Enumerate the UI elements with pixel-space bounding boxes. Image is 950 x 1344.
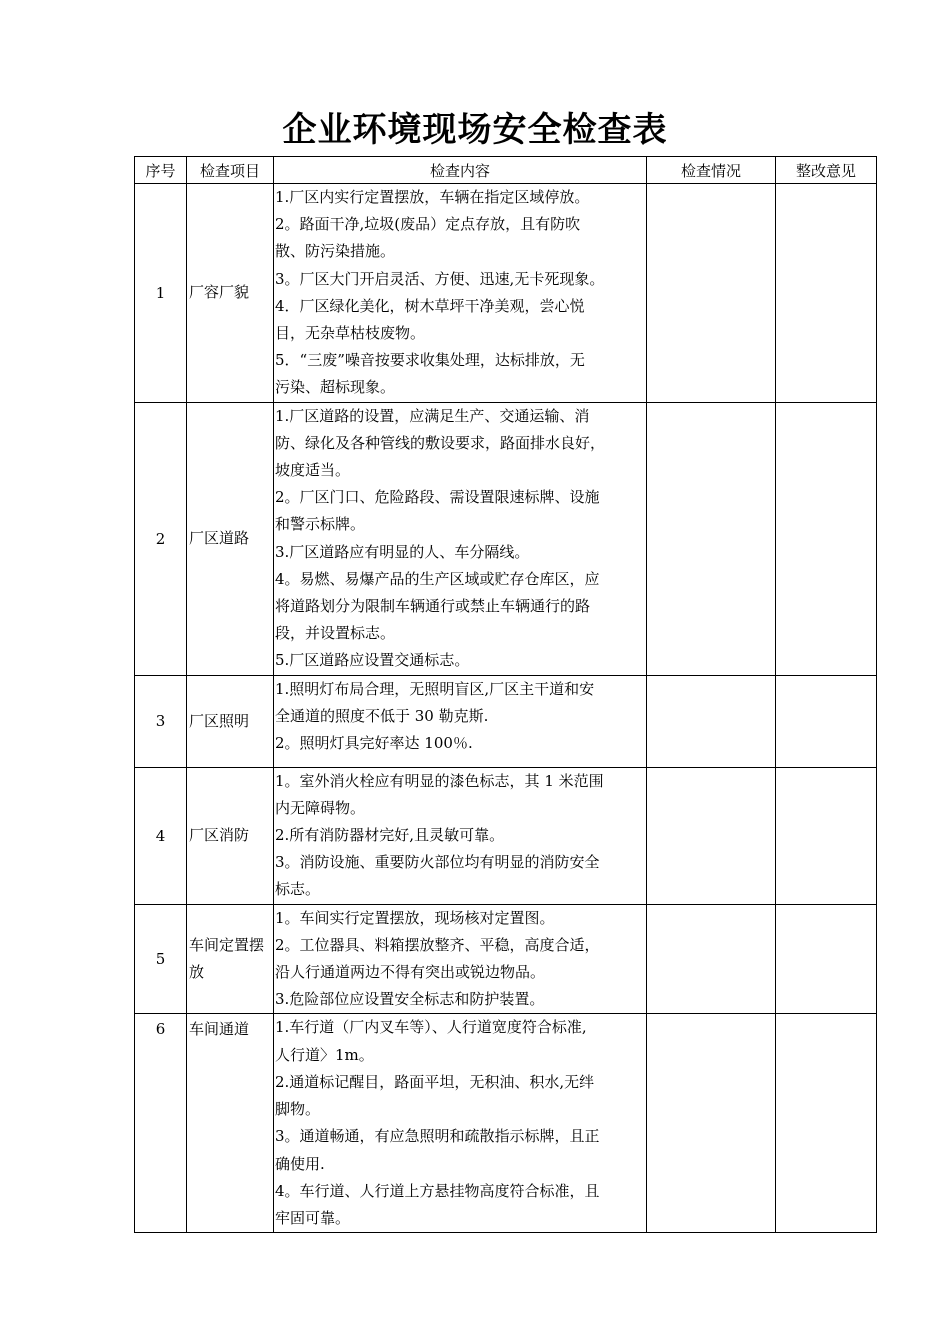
content-line: 2。厂区门口、危险路段、需设置限速标牌、设施 — [275, 488, 600, 507]
row-item: 车间通道 — [187, 1014, 274, 1233]
rectification-cell[interactable] — [776, 1014, 877, 1233]
content-line: 3。消防设施、重要防火部位均有明显的消防安全 — [275, 853, 600, 872]
table-row — [135, 904, 877, 1014]
content-line: 散、防污染措施。 — [275, 242, 396, 261]
content-line: 4。车行道、人行道上方悬挂物高度符合标准，且 — [275, 1181, 600, 1200]
content-line: 人行道〉1m。 — [275, 1045, 374, 1064]
row-serial: 2 — [135, 402, 187, 675]
rectification-cell[interactable] — [776, 904, 877, 1014]
check-status-cell[interactable] — [647, 767, 776, 904]
table-row — [135, 675, 877, 767]
check-status-cell[interactable] — [647, 675, 776, 767]
table-row — [135, 1014, 877, 1233]
content-line: 3.危险部位应设置安全标志和防护装置。 — [275, 990, 545, 1009]
row-content — [274, 184, 647, 403]
row-item: 厂区照明 — [187, 675, 274, 767]
row-item: 厂容厂貌 — [187, 184, 274, 403]
content-line: 2.所有消防器材完好,且灵敏可靠。 — [275, 826, 505, 845]
row-content — [274, 402, 647, 675]
content-line: 2.通道标记醒目，路面平坦，无积油、积水,无绊 — [275, 1072, 595, 1091]
content-line: 1.照明灯布局合理，无照明盲区,厂区主干道和安 — [275, 679, 595, 698]
table-row — [135, 767, 877, 904]
content-line: 防、绿化及各种管线的敷设要求，路面排水良好， — [275, 433, 606, 452]
content-line: 沿人行通道两边不得有突出或锐边物品。 — [275, 963, 546, 982]
content-line: 2。照明灯具完好率达 100％. — [275, 734, 473, 753]
header-check-status: 检查情况 — [647, 157, 776, 184]
row-serial: 5 — [135, 904, 187, 1014]
row-content — [274, 904, 647, 1014]
row-content — [274, 675, 647, 767]
content-line: 段，并设置标志。 — [275, 624, 396, 643]
row-content — [274, 1014, 647, 1233]
document-title: 企业环境现场安全检查表 — [282, 110, 668, 150]
rectification-cell[interactable] — [776, 767, 877, 904]
table-row — [135, 184, 877, 403]
rectification-cell[interactable] — [776, 675, 877, 767]
content-line: 5．“三废”噪音按要求收集处理，达标排放，无 — [275, 351, 585, 370]
content-line: 和警示标牌。 — [275, 515, 366, 534]
header-serial: 序号 — [135, 157, 187, 184]
rectification-cell[interactable] — [776, 402, 877, 675]
check-status-cell[interactable] — [647, 184, 776, 403]
check-status-cell[interactable] — [647, 402, 776, 675]
content-line: 3。厂区大门开启灵活、方便、迅速,无卡死现象。 — [275, 269, 605, 288]
row-content — [274, 767, 647, 904]
content-line: 4。易燃、易爆产品的生产区域或贮存仓库区，应 — [275, 569, 600, 588]
content-line: 4．厂区绿化美化，树木草坪干净美观，尝心悦 — [275, 296, 585, 315]
header-check-content: 检查内容 — [274, 157, 647, 184]
content-line: 脚物。 — [275, 1100, 321, 1119]
safety-checklist-table — [134, 156, 877, 1233]
content-line: 污染、超标现象。 — [275, 378, 396, 397]
content-line: 2。工位器具、料箱摆放整齐、平稳，高度合适， — [275, 935, 600, 954]
content-line: 全通道的照度不低于 30 勒克斯. — [275, 706, 489, 725]
content-line: 5.厂区道路应设置交通标志。 — [275, 651, 470, 670]
content-line: 1.厂区道路的设置，应满足生产、交通运输、消 — [275, 406, 590, 425]
rectification-cell[interactable] — [776, 184, 877, 403]
check-status-cell[interactable] — [647, 904, 776, 1014]
content-line: 标志。 — [275, 880, 321, 899]
header-rectification: 整改意见 — [776, 157, 877, 184]
row-serial: 6 — [135, 1014, 187, 1233]
content-line: 1.车行道（厂内叉车等）、人行道宽度符合标准, — [275, 1018, 587, 1037]
row-serial: 4 — [135, 767, 187, 904]
table-row — [135, 402, 877, 675]
content-line: 3.厂区道路应有明显的人、车分隔线。 — [275, 542, 530, 561]
content-line: 3。通道畅通，有应急照明和疏散指示标牌，且正 — [275, 1127, 600, 1146]
row-item: 车间定置摆放 — [187, 904, 274, 1014]
row-serial: 1 — [135, 184, 187, 403]
content-line: 目，无杂草枯枝废物。 — [275, 324, 426, 343]
row-serial: 3 — [135, 675, 187, 767]
row-item: 厂区消防 — [187, 767, 274, 904]
content-line: 坡度适当。 — [275, 461, 351, 480]
content-line: 内无障碍物。 — [275, 798, 366, 817]
check-status-cell[interactable] — [647, 1014, 776, 1233]
row-item: 厂区道路 — [187, 402, 274, 675]
content-line: 将道路划分为限制车辆通行或禁止车辆通行的路 — [275, 597, 591, 616]
content-line: 1。车间实行定置摆放，现场核对定置图。 — [275, 908, 555, 927]
content-line: 1.厂区内实行定置摆放，车辆在指定区域停放。 — [275, 188, 590, 206]
table-header-row — [135, 157, 877, 184]
header-check-item: 检查项目 — [187, 157, 274, 184]
content-line: 2。路面干净,垃圾(废品）定点存放，且有防吹 — [275, 215, 581, 234]
content-line: 牢固可靠。 — [275, 1208, 351, 1227]
content-line: 确使用. — [275, 1154, 325, 1173]
content-line: 1。室外消火栓应有明显的漆色标志，其 1 米范围 — [275, 771, 604, 790]
